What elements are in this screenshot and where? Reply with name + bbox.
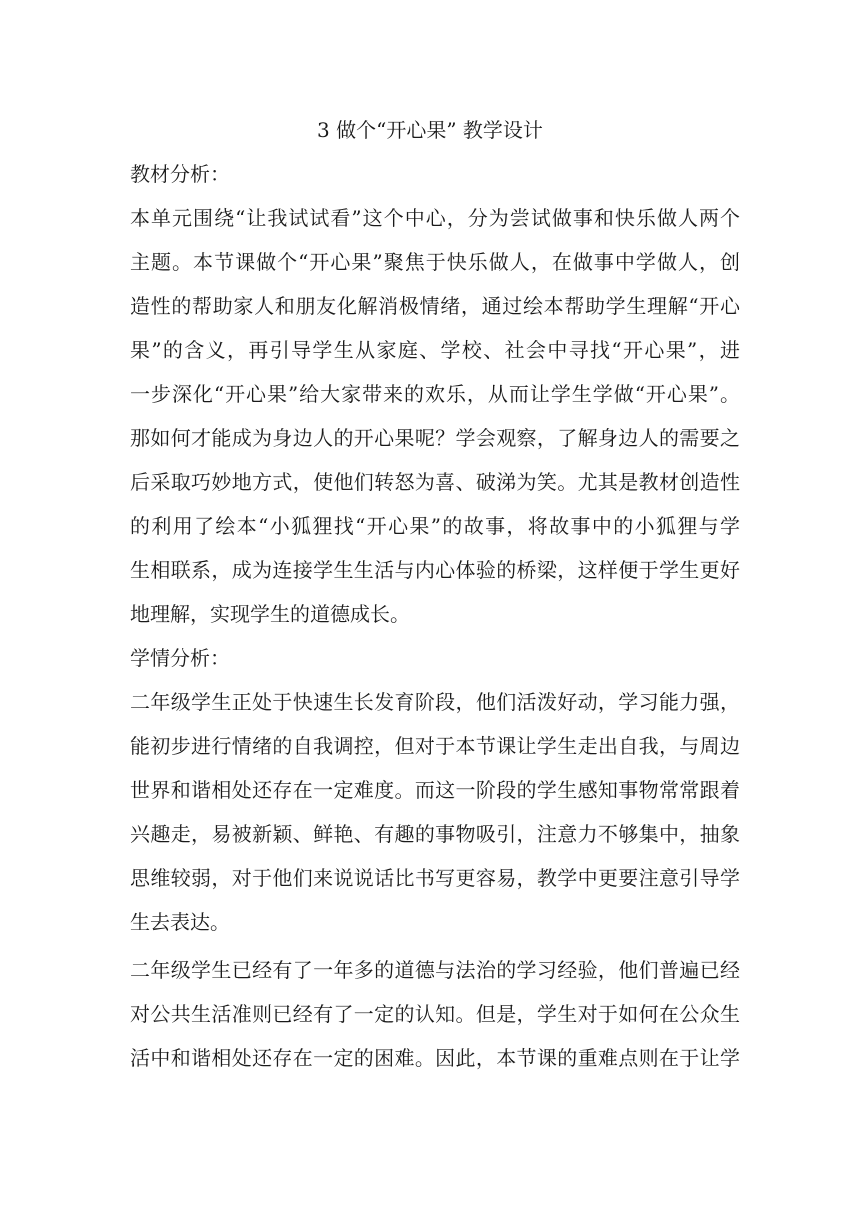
paragraph-line: 生去表达。 <box>130 910 230 934</box>
paragraph-line: 对公共生活准则已经有了一定的认知。但是，学生对于如何在公众生 <box>130 1002 740 1026</box>
section-heading-student-analysis: 学情分析： <box>130 646 230 670</box>
paragraph-line: 本单元围绕“让我试试看”这个中心，分为尝试做事和快乐做人两个 <box>130 206 740 230</box>
document-title: 3 做个“开心果” 教学设计 <box>317 118 543 142</box>
paragraph-line: 能初步进行情绪的自我调控，但对于本节课让学生走出自我，与周边 <box>130 734 740 758</box>
paragraph-line: 地理解，实现学生的道德成长。 <box>130 602 410 626</box>
paragraph-line: 活中和谐相处还存在一定的困难。因此，本节课的重难点则在于让学 <box>130 1046 740 1070</box>
paragraph-line: 二年级学生已经有了一年多的道德与法治的学习经验，他们普遍已经 <box>130 958 740 982</box>
paragraph-line: 后采取巧妙地方式，使他们转怒为喜、破涕为笑。尤其是教材创造性 <box>130 470 740 494</box>
document-body <box>130 152 740 1080</box>
paragraph-line: 一步深化“开心果”给大家带来的欢乐，从而让学生学做“开心果”。 <box>130 382 740 406</box>
section-heading-textbook-analysis: 教材分析： <box>130 162 230 186</box>
paragraph-line: 造性的帮助家人和朋友化解消极情绪，通过绘本帮助学生理解“开心 <box>130 294 740 318</box>
paragraph-line: 主题。本节课做个“开心果”聚焦于快乐做人，在做事中学做人，创 <box>130 250 740 274</box>
paragraph-line: 生相联系，成为连接学生生活与内心体验的桥梁，这样便于学生更好 <box>130 558 740 582</box>
paragraph-line: 那如何才能成为身边人的开心果呢？学会观察，了解身边人的需要之 <box>130 426 740 450</box>
paragraph-line: 二年级学生正处于快速生长发育阶段，他们活泼好动，学习能力强， <box>130 690 740 714</box>
paragraph-line: 世界和谐相处还存在一定难度。而这一阶段的学生感知事物常常跟着 <box>130 778 740 802</box>
paragraph-line: 果”的含义，再引导学生从家庭、学校、社会中寻找“开心果”，进 <box>130 338 740 362</box>
paragraph-line: 兴趣走，易被新颖、鲜艳、有趣的事物吸引，注意力不够集中，抽象 <box>130 822 740 846</box>
paragraph-line: 思维较弱，对于他们来说说话比书写更容易，教学中更要注意引导学 <box>130 866 740 890</box>
paragraph-line: 的利用了绘本“小狐狸找“开心果”的故事，将故事中的小狐狸与学 <box>130 514 740 538</box>
